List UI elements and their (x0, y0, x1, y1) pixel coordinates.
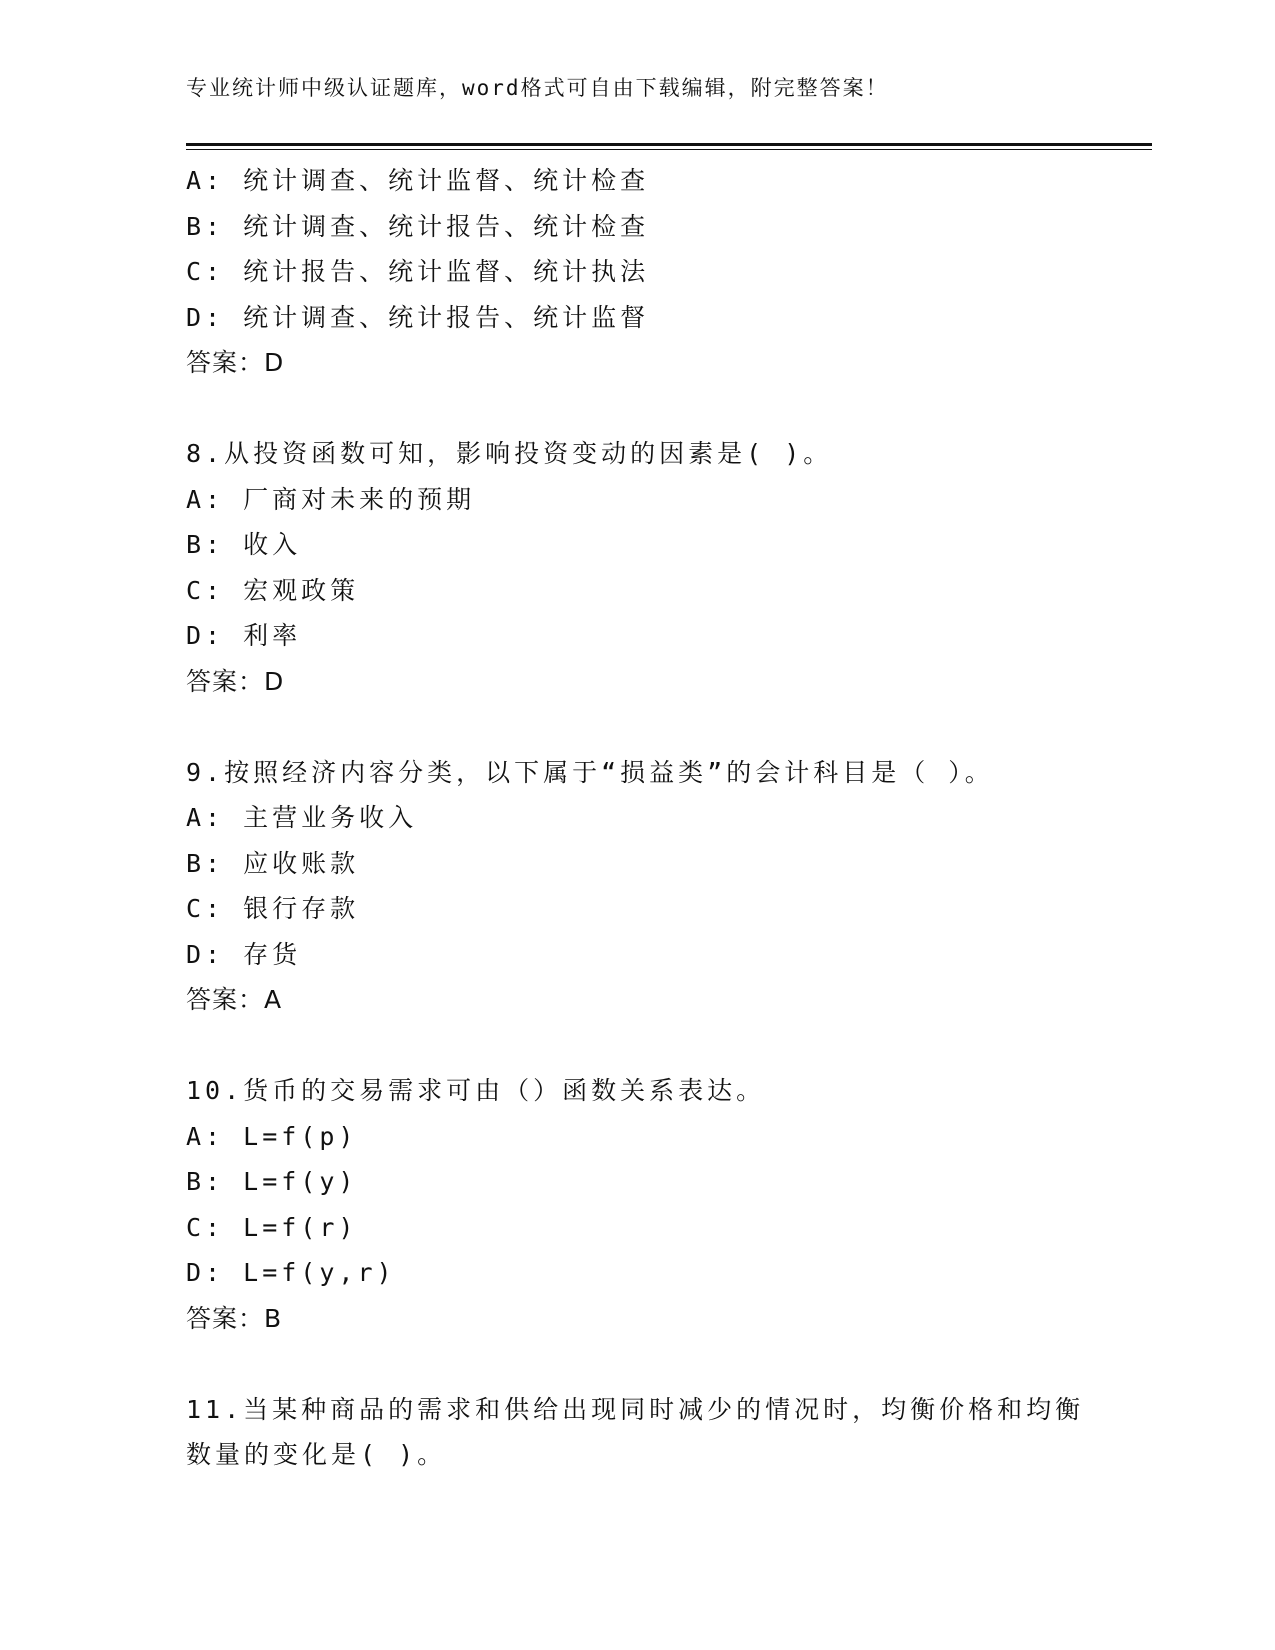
question-stem-line-2: 数量的变化是( )。 (186, 1440, 447, 1469)
option-d: D: 利率 (186, 621, 302, 650)
option-a: A: L=f(p) (186, 1121, 358, 1151)
question-7 (186, 158, 1146, 386)
option-b: B: 收入 (186, 530, 302, 559)
spacer (186, 386, 1146, 432)
option-b: B: 应收账款 (186, 848, 360, 878)
question-stem: 10.货币的交易需求可由（）函数关系表达。 (186, 1076, 766, 1105)
spacer (186, 1341, 1146, 1387)
question-11 (186, 1387, 1146, 1478)
answer-line: 答案：B (186, 1303, 283, 1333)
header-rule-thick (186, 143, 1152, 146)
question-8 (186, 431, 1146, 704)
option-c: C: 银行存款 (186, 894, 360, 923)
option-d: D: 统计调查、统计报告、统计监督 (186, 302, 650, 332)
option-b: B: 统计调查、统计报告、统计检查 (186, 211, 650, 241)
question-stem: 8.从投资函数可知，影响投资变动的因素是( )。 (186, 439, 833, 468)
answer-line: 答案：A (186, 985, 283, 1014)
header-rule-thin (186, 149, 1152, 150)
option-d: D: L=f(y,r) (186, 1258, 396, 1287)
question-10 (186, 1068, 1146, 1341)
option-b: B: L=f(y) (186, 1167, 358, 1196)
question-stem-line-1: 11.当某种商品的需求和供给出现同时减少的情况时，均衡价格和均衡 (186, 1394, 1085, 1424)
question-stem: 9.按照经济内容分类，以下属于“损益类”的会计科目是（ ）。 (186, 757, 994, 787)
answer-line: 答案：D (186, 666, 285, 696)
option-c: C: 统计报告、统计监督、统计执法 (186, 257, 650, 286)
question-list (186, 158, 1146, 1478)
option-a: A: 统计调查、统计监督、统计检查 (186, 166, 650, 195)
spacer (186, 704, 1146, 750)
header-note: 专业统计师中级认证题库，word格式可自由下载编辑，附完整答案！ (186, 76, 889, 100)
option-d: D: 存货 (186, 939, 302, 969)
option-a: A: 厂商对未来的预期 (186, 484, 476, 514)
option-c: C: L=f(r) (186, 1212, 358, 1242)
answer-line: 答案：D (186, 348, 285, 377)
option-c: C: 宏观政策 (186, 575, 360, 605)
question-9 (186, 750, 1146, 1023)
option-a: A: 主营业务收入 (186, 803, 418, 832)
spacer (186, 1023, 1146, 1069)
